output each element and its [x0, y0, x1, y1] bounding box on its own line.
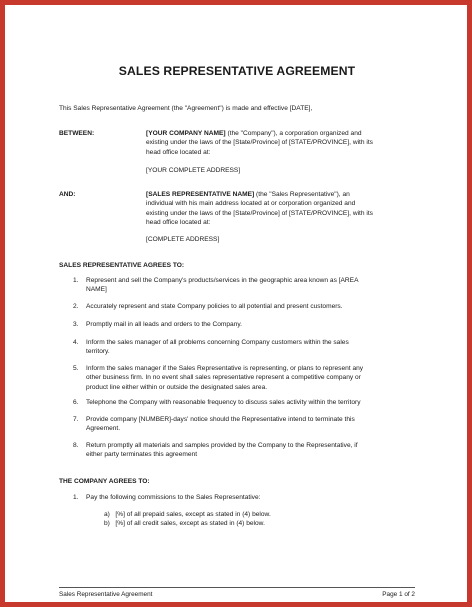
company-name: [YOUR COMPANY NAME] — [146, 130, 226, 137]
document-page — [5, 5, 467, 602]
and-line-2: individual with his main address located at or corporation organized and — [146, 200, 356, 208]
rep-name: [SALES REPRESENTATIVE NAME] — [146, 191, 255, 198]
footer-page-number: Page 1 of 2 — [382, 591, 415, 598]
document-title: SALES REPRESENTATIVE AGREEMENT — [118, 64, 356, 78]
item-text: Telephone the Company with reasonable frequency to discuss sales activity within the territory — [86, 399, 361, 406]
and-line-4: head office located at: — [146, 218, 211, 226]
item-number: 7. — [73, 416, 79, 423]
sub-list-item — [104, 519, 265, 528]
and-block — [146, 190, 414, 227]
sub-item-text: [%] of all prepaid sales, except as stated in (4) below. — [115, 511, 271, 518]
between-line-1 — [146, 129, 414, 138]
sub-item-letter: a) — [104, 511, 110, 518]
item-number: 1. — [73, 277, 79, 284]
item-text: Provide company [NUMBER]-days' notice should the Representative intend to terminate this Agreement. — [86, 416, 355, 433]
item-text: Inform the sales manager of all problems concerning Company customers within the sales territory. — [86, 339, 349, 356]
item-number: 4. — [73, 339, 79, 346]
rep-address: [COMPLETE ADDRESS] — [146, 236, 220, 243]
between-line-2: existing under the laws of the [State/Province] of [STATE/PROVINCE], with its — [146, 139, 373, 147]
and-line-3: existing under the laws of the [State/Province] of [STATE/PROVINCE], with its — [146, 209, 373, 217]
item-number: 6. — [73, 399, 79, 406]
item-number: 2. — [73, 303, 79, 310]
item-text: Accurately represent and state Company policies to all potential and present customers. — [86, 303, 343, 310]
and-label: AND: — [59, 191, 76, 198]
sub-item-text: [%] of all credit sales, except as stated in (4) below. — [115, 520, 265, 527]
footer-divider — [59, 587, 415, 588]
intro-paragraph: This Sales Representative Agreement (the "Agreement") is made and effective [DATE], — [59, 105, 313, 112]
between-block — [146, 129, 414, 157]
item-number: 1. — [73, 494, 79, 501]
between-line-1-rest: (the "Company"), a corporation organized and — [225, 130, 362, 137]
item-text: Return promptly all materials and samples provided by the Company to the Representative, if either party terminates this agreement — [86, 442, 358, 459]
item-text: Pay the following commissions to the Sales Representative: — [86, 494, 261, 501]
between-label: BETWEEN: — [59, 130, 95, 137]
sub-list-item — [104, 510, 271, 519]
company-section-heading: THE COMPANY AGREES TO: — [59, 478, 150, 485]
and-line-1 — [146, 190, 414, 199]
between-line-3: head office located at: — [146, 148, 211, 156]
item-text: Represent and sell the Company's products/services in the geographic area known as [AREA NAME] — [86, 277, 359, 294]
company-address: [YOUR COMPLETE ADDRESS] — [146, 167, 241, 174]
item-number: 5. — [73, 365, 79, 372]
item-text: Inform the sales manager if the Sales Representative is representing, or plans to represent any other business firm. In no event shall sales representative represent a competitive company or product line either within or outside the designated sales area. — [86, 365, 364, 391]
footer-title: Sales Representative Agreement — [59, 591, 153, 598]
item-number: 8. — [73, 442, 79, 449]
and-line-1-rest: (the "Sales Representative"), an — [254, 191, 350, 198]
sub-item-letter: b) — [104, 520, 110, 527]
item-number: 3. — [73, 321, 79, 328]
rep-section-heading: SALES REPRESENTATIVE AGREES TO: — [59, 262, 185, 269]
item-text: Promptly mail in all leads and orders to the Company. — [86, 321, 243, 328]
